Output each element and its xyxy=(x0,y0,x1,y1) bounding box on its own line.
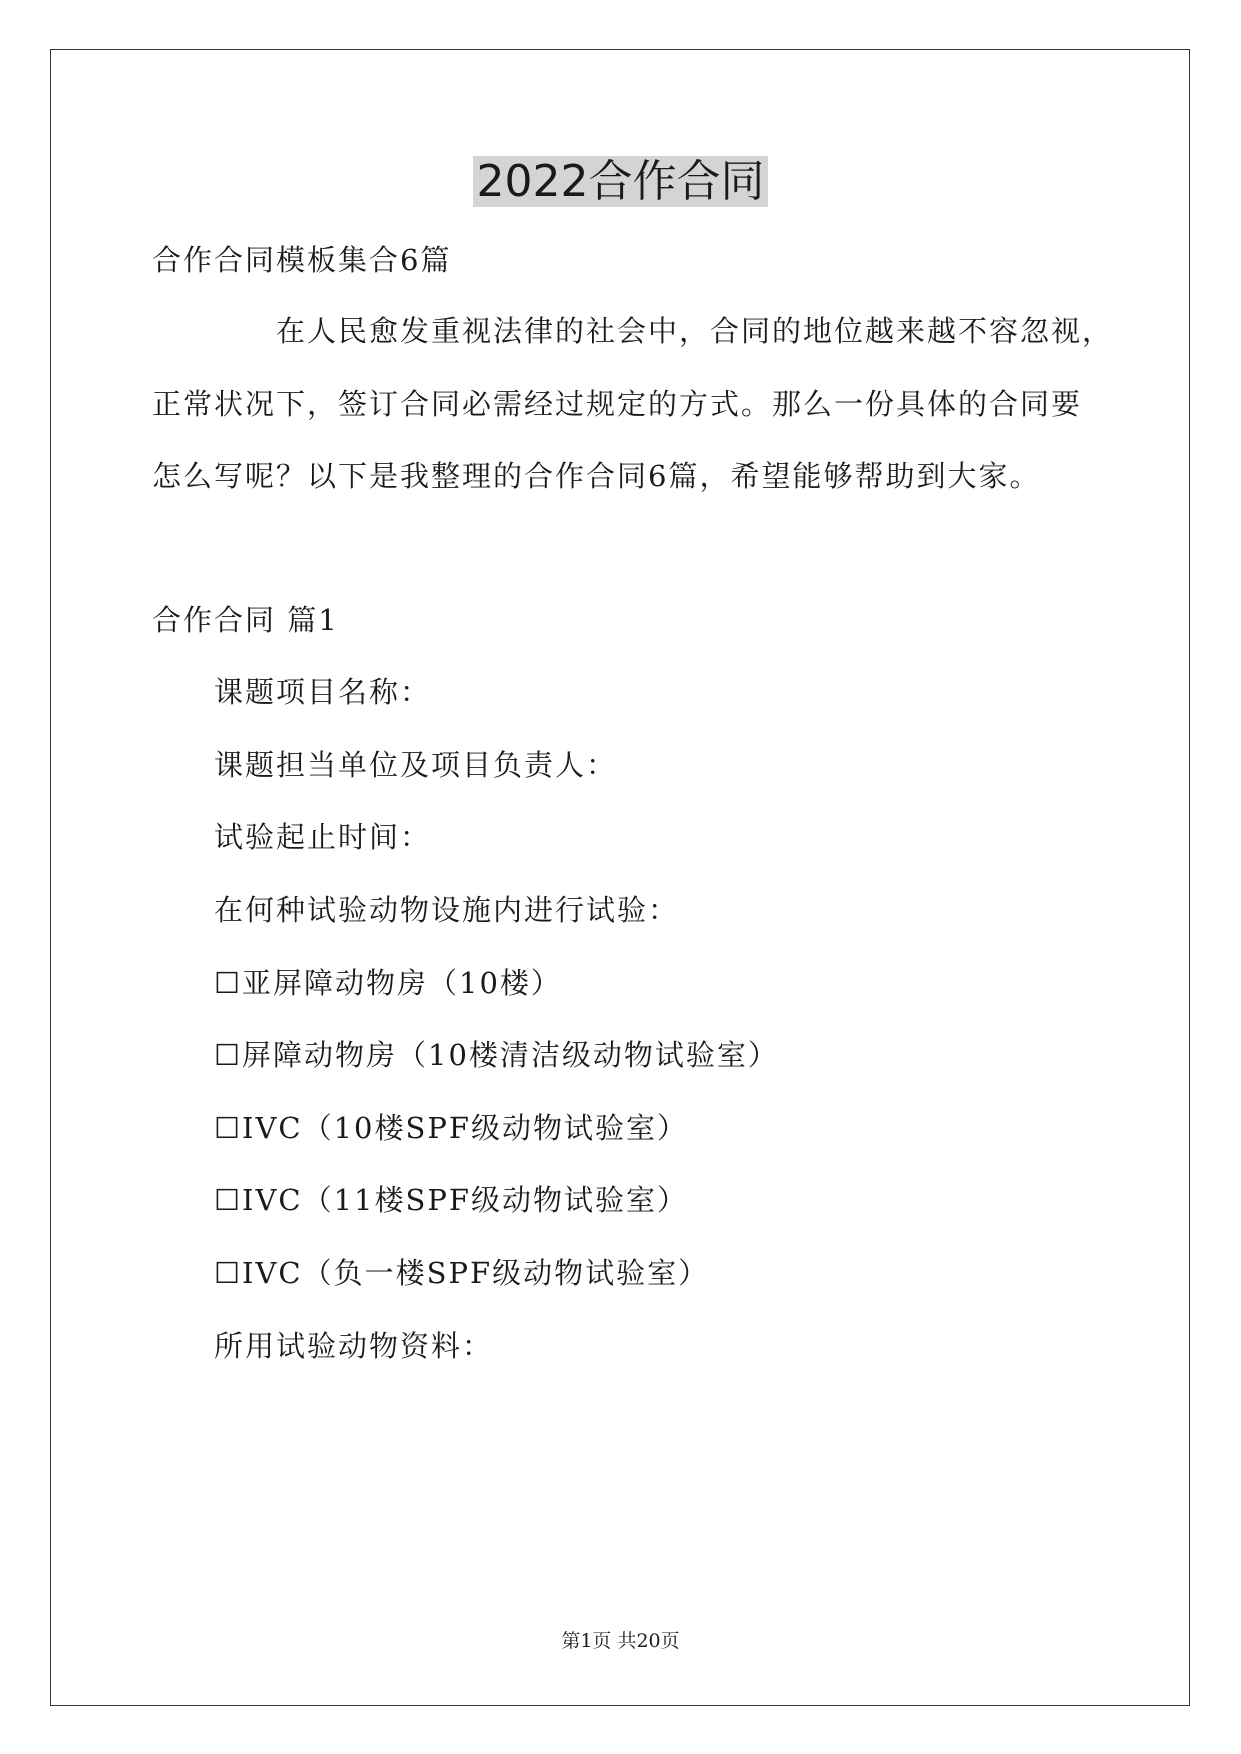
item-animal-materials: 所用试验动物资料： xyxy=(214,1329,494,1363)
checkbox-option-ivc-11f: ☐IVC（11楼SPF级动物试验室） xyxy=(214,1183,688,1217)
item-facility-question: 在何种试验动物设施内进行试验： xyxy=(214,893,680,927)
page-number-footer: 第1页 共20页 xyxy=(561,1630,680,1652)
intro-line-1: 在人民愈发重视法律的社会中，合同的地位越来越不容忽视， xyxy=(276,314,1114,348)
item-test-period: 试验起止时间： xyxy=(214,820,432,854)
checkbox-option-barrier: ☐屏障动物房（10楼清洁级动物试验室） xyxy=(214,1038,779,1072)
checkbox-option-ivc-b1: ☐IVC（负一楼SPF级动物试验室） xyxy=(214,1256,710,1290)
item-project-name: 课题项目名称： xyxy=(214,675,432,709)
document-title-text: 2022合作合同 xyxy=(473,156,769,207)
checkbox-option-sub-barrier: ☐亚屏障动物房（10楼） xyxy=(214,966,562,1000)
intro-line-3: 怎么写呢？以下是我整理的合作合同6篇，希望能够帮助到大家。 xyxy=(152,459,1041,493)
item-responsible-unit: 课题担当单位及项目负责人： xyxy=(214,748,618,782)
intro-line-2: 正常状况下，签订合同必需经过规定的方式。那么一份具体的合同要 xyxy=(152,387,1083,421)
page-frame xyxy=(50,49,1190,1706)
section-heading: 合作合同 篇1 xyxy=(152,603,339,637)
document-title xyxy=(0,152,1241,212)
document-subtitle: 合作合同模板集合6篇 xyxy=(152,243,452,277)
checkbox-option-ivc-10f: ☐IVC（10楼SPF级动物试验室） xyxy=(214,1111,688,1145)
